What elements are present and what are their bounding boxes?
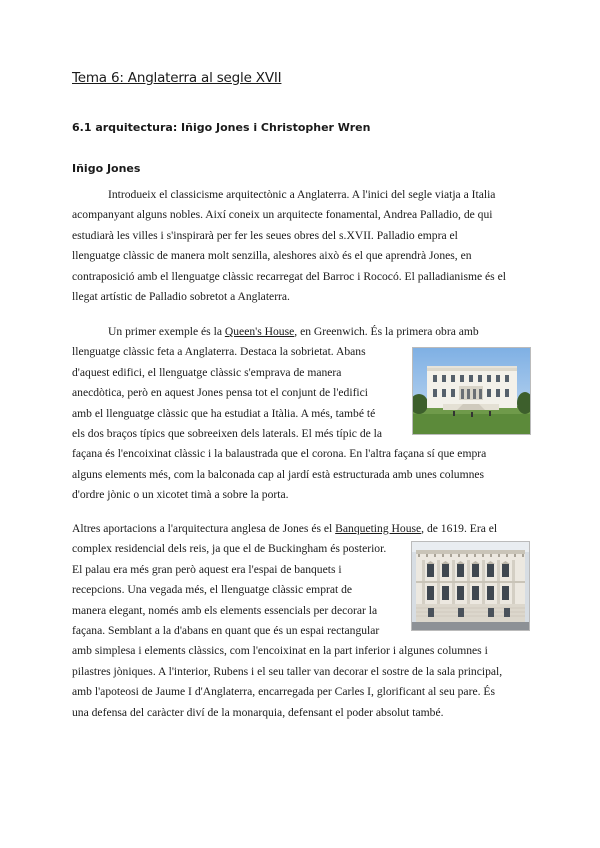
queens-house-link[interactable]: Queen's House [224, 325, 295, 338]
text-line: complex residencial dels reis, ja que el de Buckingham és posterior. [72, 542, 387, 556]
page-title: Tema 6: Anglaterra al segle XVII [72, 70, 282, 86]
text-line: llenguatge clàssic feta a Anglaterra. Destaca la sobrietat. Abans [72, 345, 366, 359]
queens-house-illustration [413, 348, 530, 434]
text-line: amb l'apoteosi de Jaume I d'Anglaterra, encarregada per Carles I, glorificant al seu pare. És [72, 685, 495, 699]
text-line: manera elegant, només amb els elements essencials per decorar la [72, 603, 378, 617]
text-line: contraposició amb el llenguatge clàssic recarregat del Barroc i Rococó. El palladianisme és el [72, 269, 506, 283]
text-line: Un primer exemple és la Queen's House, en Greenwich. És la primera obra amb [108, 325, 479, 338]
text-line: Introdueix el classicisme arquitectònic a Anglaterra. A l'inici del segle viatja a Italia [108, 188, 496, 201]
paragraph-intro [72, 185, 528, 307]
text-line: El palau era més gran però aquest era l'espai de banquets i [72, 562, 342, 576]
text-line: amb simplesa i elements clàssics, com l'encoixinat en la part inferior i algunes columnes i [72, 644, 488, 658]
banqueting-house-photo [411, 541, 530, 631]
text-line: d'ordre jònic o un xicotet timà a sobre la porta. [72, 488, 289, 502]
text-line: acompanyant alguns nobles. Així coneix un arquitecte fonamental, Andrea Palladio, de qui [72, 208, 493, 222]
banqueting-house-link[interactable]: Banqueting House [335, 522, 422, 535]
subsection-heading: Iñigo Jones [72, 162, 141, 175]
queens-house-photo [412, 347, 531, 435]
text-line: façana. Semblant a la d'abans en quant que és un espai rectangular [72, 624, 380, 638]
text-line: amb el llenguatge clàssic que ha estudiat a Itàlia. A més, també té [72, 406, 376, 420]
text-line: pilastres jòniques. A l'interior, Rubens i el seu taller van decorar el sostre de la sala principal, [72, 664, 503, 678]
text-line: anecdòtica, però en aquest Jones pensa tot el conjunt de l'edifici [72, 386, 369, 400]
text-line: estudiarà les villes i s'inspirarà per fer les seues obres del s.XVII. Palladio empra el [72, 228, 458, 242]
text-line: recepcions. Una vegada més, el llenguatge clàssic emprat de [72, 583, 353, 597]
text-line: alguns elements més, com la balconada cap al jardí està estructurada amb unes columnes [72, 467, 485, 481]
text-line: llenguatge clàssic de manera molt senzilla, aleshores això és el que aprendrà Jones, en [72, 249, 472, 263]
text-line: d'aquest edifici, el llenguatge clàssic s'emprava de manera [72, 365, 342, 379]
banqueting-house-illustration [412, 542, 529, 630]
text-line: llegat artístic de Palladio sobretot a Anglaterra. [72, 290, 290, 304]
text-line: els dos braços típics que sobreeixen dels laterals. El més típic de la [72, 427, 383, 441]
text-line: Altres aportacions a l'arquitectura anglesa de Jones és el Banqueting House, de 1619. Era el [72, 522, 498, 535]
text-line: façana és l'encoixinat clàssic i la balaustrada que el corona. En l'altra façana sí que empra [72, 447, 487, 461]
text-line: una defensa del caràcter diví de la monarquia, defensant el poder absolut també. [72, 705, 444, 719]
section-subtitle: 6.1 arquitectura: Iñigo Jones i Christopher Wren [72, 121, 371, 134]
